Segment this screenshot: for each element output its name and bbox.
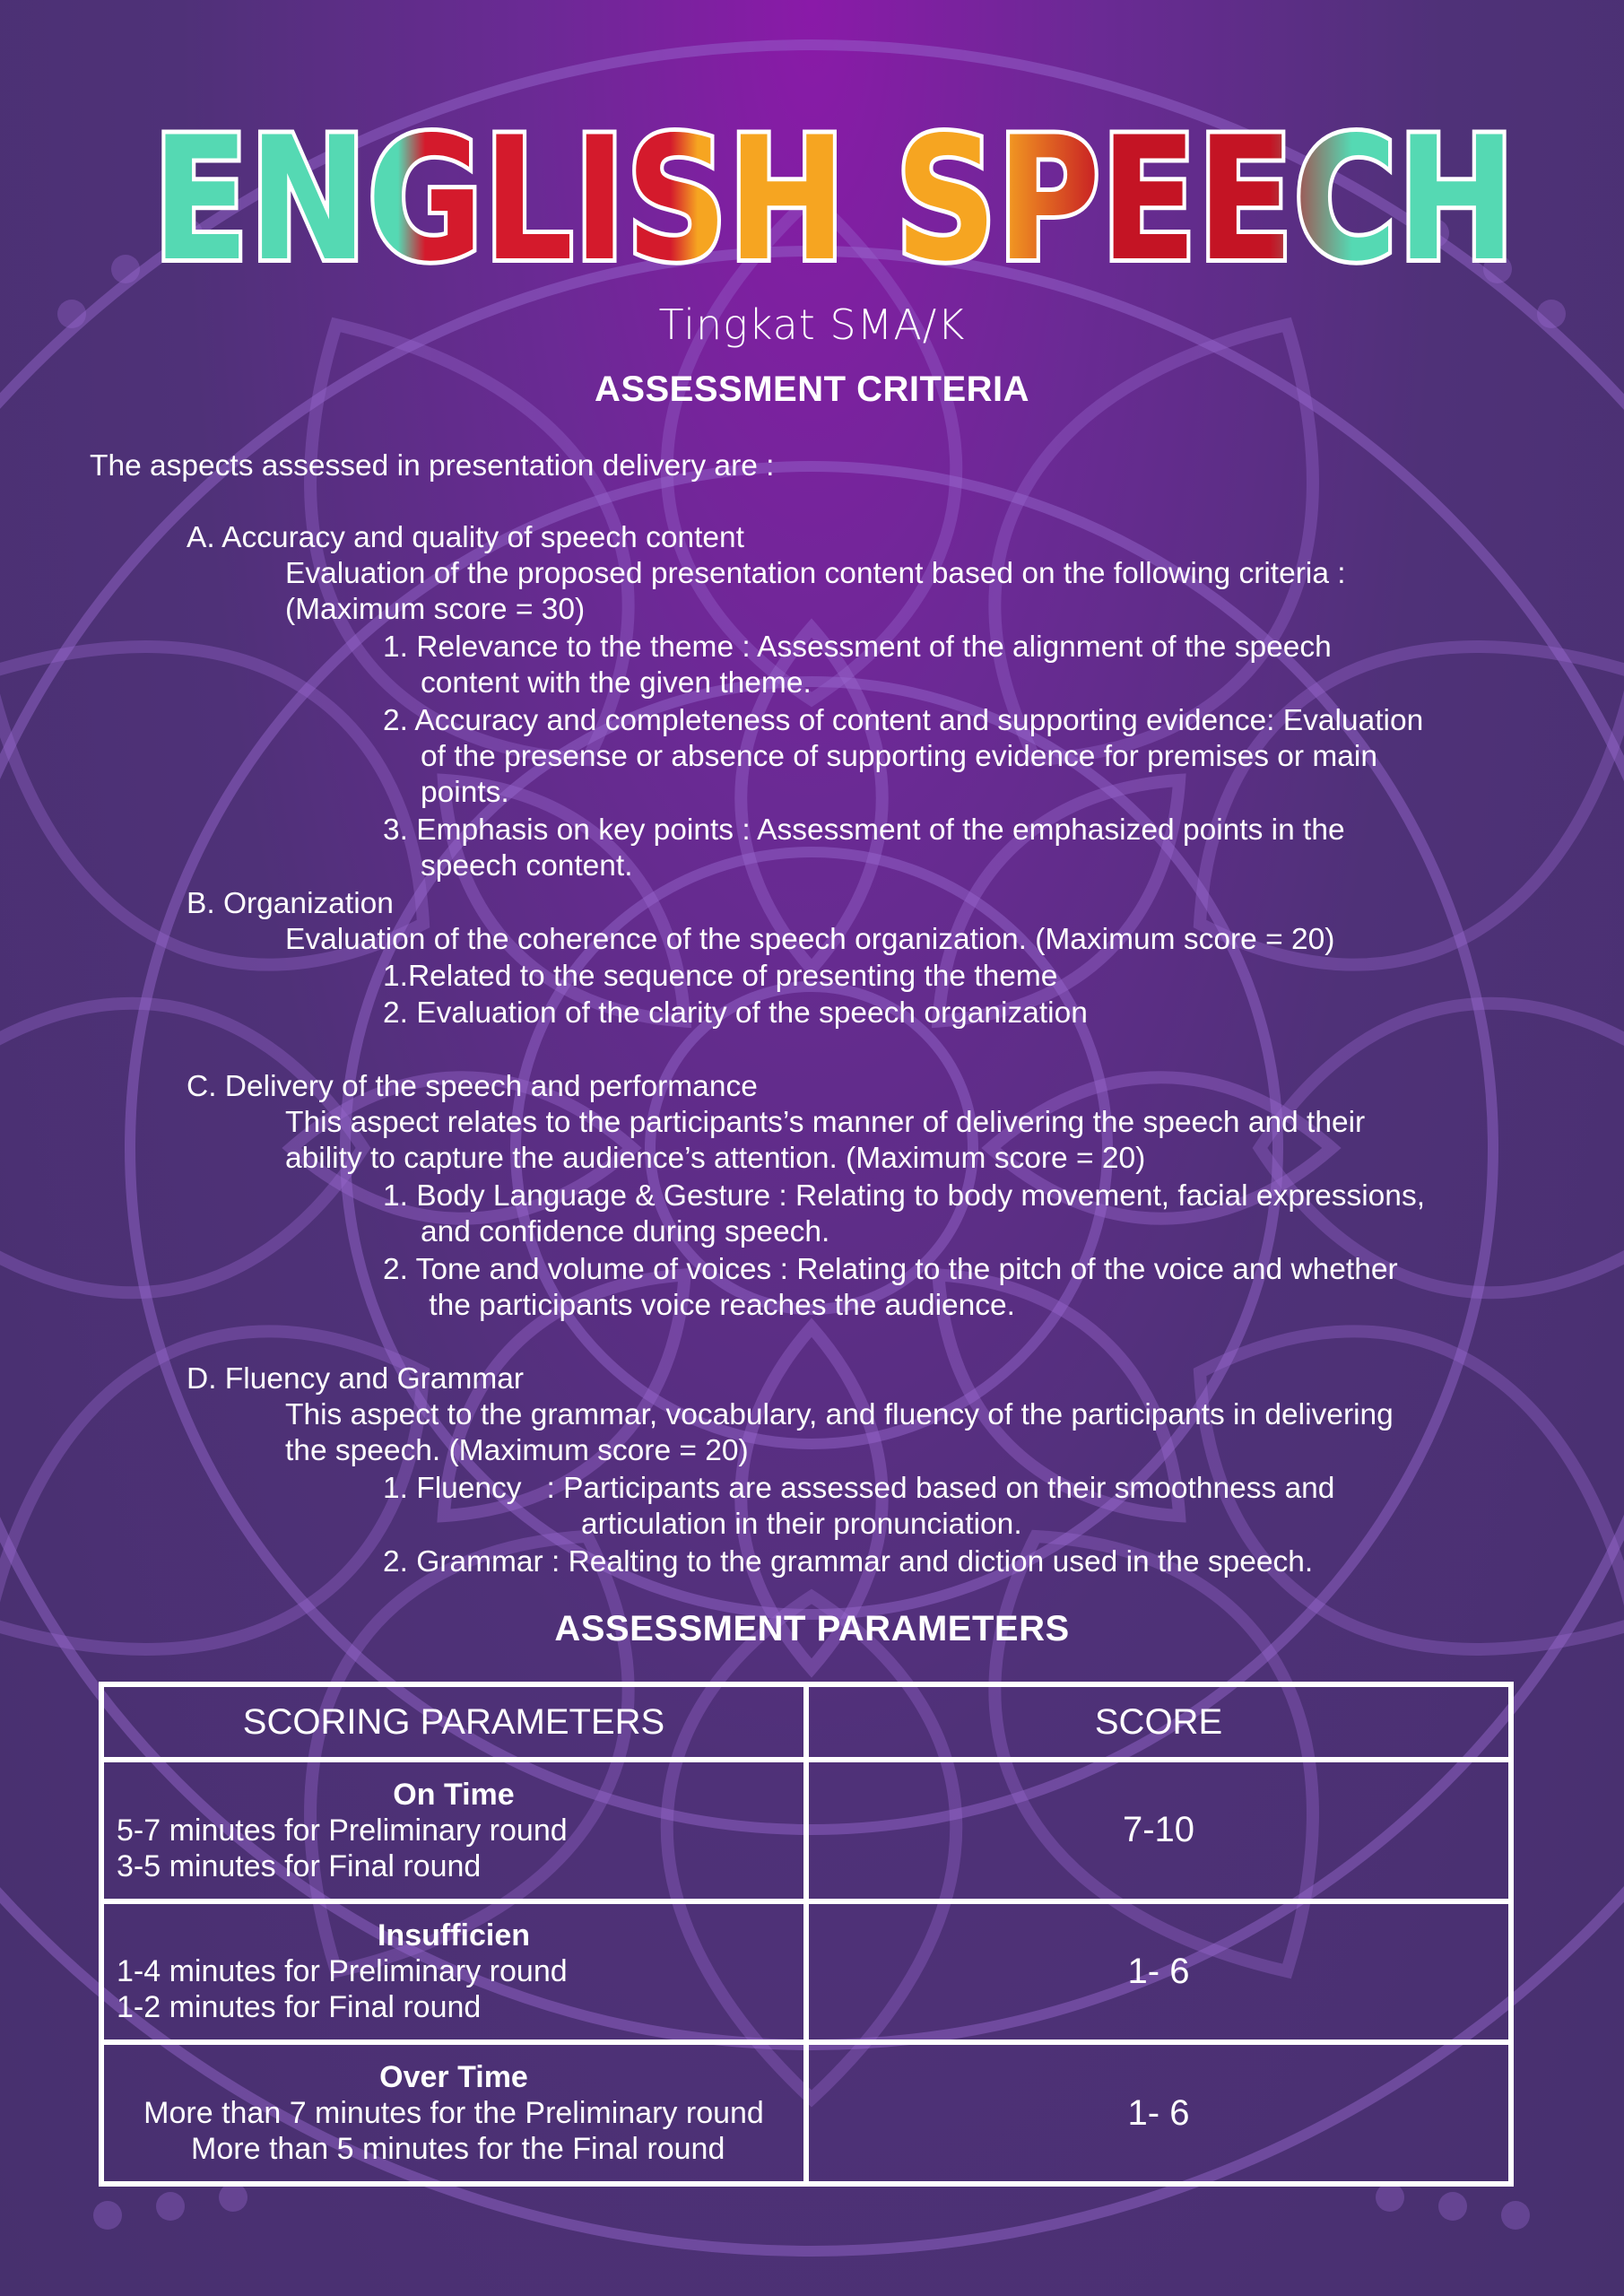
section-b-item: 1.Related to the sequence of presenting the theme [383,960,1058,993]
row-line: 1-4 minutes for Preliminary round [117,1954,568,1989]
title-text: ENGLISH SPEECH [152,108,1515,287]
section-a-desc: (Maximum score = 30) [285,593,586,626]
table-cell [101,1901,806,2043]
section-b-heading: B. Organization [187,887,394,920]
row-line: 5-7 minutes for Preliminary round [117,1813,568,1848]
row-score: 7-10 [806,1760,1511,1901]
row-score: 1- 6 [806,1901,1511,2043]
table-row [101,1760,1511,1901]
row-line: More than 7 minutes for the Preliminary round [143,2096,764,2131]
section-d-desc: the speech. (Maximum score = 20) [285,1434,749,1467]
section-b-item: 2. Evaluation of the clarity of the speech organization [383,996,1088,1030]
section-c-item: 1. Body Language & Gesture : Relating to body movement, facial expressions, [383,1179,1425,1213]
table-row [101,1901,1511,2043]
title-banner [143,108,1524,287]
subtitle: Tingkat SMA/K [658,300,966,349]
table-cell [101,2042,806,2184]
criteria-heading: ASSESSMENT CRITERIA [594,370,1030,409]
section-a-item: 2. Accuracy and completeness of content and supporting evidence: Evaluation [383,704,1424,737]
row-title: On Time [393,1777,515,1812]
section-c-desc: ability to capture the audience’s attention. (Maximum score = 20) [285,1142,1146,1175]
section-d-desc: This aspect to the grammar, vocabulary, and fluency of the participants in delivering [285,1398,1394,1431]
section-c-desc: This aspect relates to the participants’s manner of delivering the speech and their [285,1106,1366,1139]
table-cell [101,1760,806,1901]
params-heading: ASSESSMENT PARAMETERS [554,1609,1070,1648]
section-a-item: of the presense or absence of supporting evidence for premises or main [421,740,1378,773]
intro-text: The aspects assessed in presentation delivery are : [90,449,775,483]
row-line: 1-2 minutes for Final round [117,1990,482,2025]
section-c-heading: C. Delivery of the speech and performance [187,1070,758,1103]
section-c-item: and confidence during speech. [421,1215,830,1248]
section-a-desc: Evaluation of the proposed presentation content based on the following criteria : [285,557,1346,590]
section-a-item: content with the given theme. [421,666,812,700]
row-line: 3-5 minutes for Final round [117,1848,482,1883]
section-a-item: 3. Emphasis on key points : Assessment of the emphasized points in the [383,813,1345,847]
section-a-item: 1. Relevance to the theme : Assessment of the alignment of the speech [383,631,1332,664]
table-header: SCORE [806,1684,1511,1760]
row-title: Over Time [379,2060,528,2095]
section-c-item: the participants voice reaches the audience. [421,1289,1015,1322]
section-d-heading: D. Fluency and Grammar [187,1362,525,1396]
row-line: More than 5 minutes for the Final round [182,2132,725,2167]
section-a-heading: A. Accuracy and quality of speech content [187,521,744,554]
assessment-parameters-table [99,1682,1514,2187]
section-b-desc: Evaluation of the coherence of the speech organization. (Maximum score = 20) [285,923,1335,956]
table-header-row [101,1684,1511,1760]
table-row [101,2042,1511,2184]
section-d-item: 1. Fluency : Participants are assessed based on their smoothness and [383,1472,1335,1505]
section-d-item: 2. Grammar : Realting to the grammar and diction used in the speech. [383,1545,1314,1578]
section-a-item: speech content. [421,849,633,883]
row-score: 1- 6 [806,2042,1511,2184]
section-c-item: 2. Tone and volume of voices : Relating to the pitch of the voice and whether [383,1253,1398,1286]
section-d-item: articulation in their pronunciation. [581,1508,1022,1541]
section-a-item: points. [421,776,509,809]
table-header: SCORING PARAMETERS [101,1684,806,1760]
row-title: Insufficien [377,1918,531,1953]
